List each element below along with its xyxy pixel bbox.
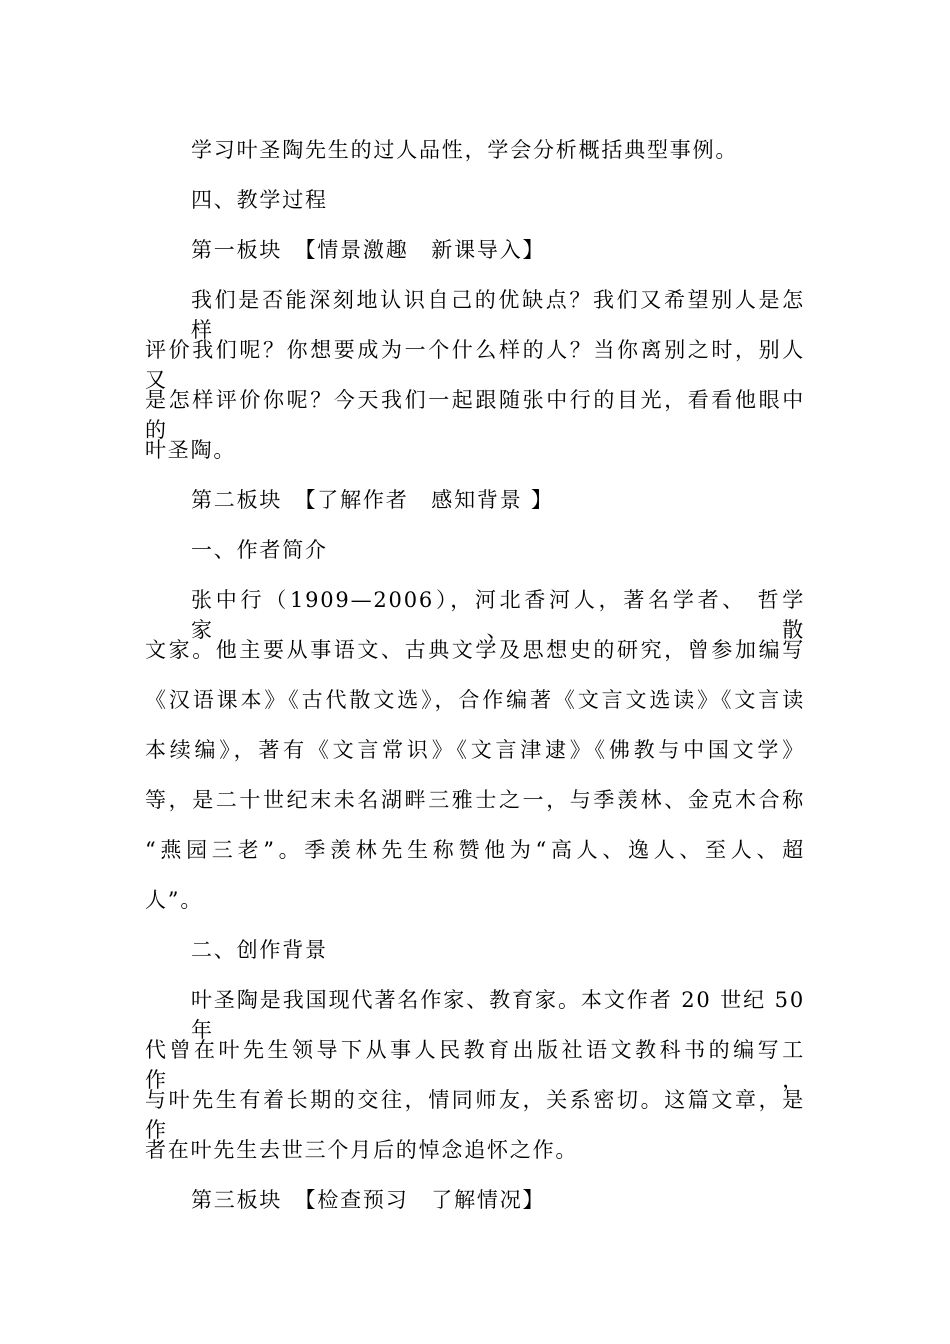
paragraph-background-line: 与叶先生有着长期的交往，情同师友，关系密切。这篇文章，是作: [145, 1088, 805, 1142]
objective-line: 学习叶圣陶先生的过人品性，学会分析概括典型事例。: [191, 138, 739, 162]
paragraph-author-line: 等，是二十世纪末未名湖畔三雅士之一，与季羡林、金克木合称: [145, 788, 805, 812]
paragraph-intro-line: 评价我们呢？你想要成为一个什么样的人？当你离别之时，别人又: [145, 338, 805, 392]
paragraph-background-line: 叶圣陶是我国现代著名作家、教育家。本文作者 20 世纪 50 年: [191, 988, 805, 1042]
paragraph-author-line: “燕园三老”。季羡林先生称赞他为“高人、逸人、至人、超: [145, 838, 805, 862]
paragraph-background-line: 者在叶先生去世三个月后的悼念追怀之作。: [145, 1138, 579, 1162]
section-heading-background: 二、创作背景: [191, 938, 328, 962]
paragraph-intro-line: 叶圣陶。: [145, 438, 237, 462]
paragraph-author-line: 张中行（1909—2006），河北香河人，著名学者、 哲学家、散: [191, 588, 805, 642]
block-heading-1: 第一板块 【情景激趣 新课导入】: [191, 238, 546, 262]
paragraph-background-line: 代曾在叶先生领导下从事人民教育出版社语文教科书的编写工作，: [145, 1038, 805, 1092]
section-heading-teaching-process: 四、教学过程: [191, 188, 328, 212]
block-heading-3: 第三板块 【检查预习 了解情况】: [191, 1188, 546, 1212]
paragraph-author-line: 人”。: [145, 888, 204, 912]
section-heading-author: 一、作者简介: [191, 538, 328, 562]
paragraph-intro-line: 我们是否能深刻地认识自己的优缺点？我们又希望别人是怎样: [191, 288, 805, 342]
paragraph-author-line: 文家。他主要从事语文、古典文学及思想史的研究，曾参加编写: [145, 638, 805, 662]
paragraph-author-line: 本续编》，著有《文言常识》《文言津逮》《佛教与中国文学》: [145, 738, 805, 762]
paragraph-author-line: 《汉语课本》《古代散文选》，合作编著《文言文选读》《文言读: [145, 688, 805, 712]
block-heading-2: 第二板块 【了解作者 感知背景 】: [191, 488, 554, 512]
paragraph-intro-line: 是怎样评价你呢？今天我们一起跟随张中行的目光，看看他眼中的: [145, 388, 805, 442]
